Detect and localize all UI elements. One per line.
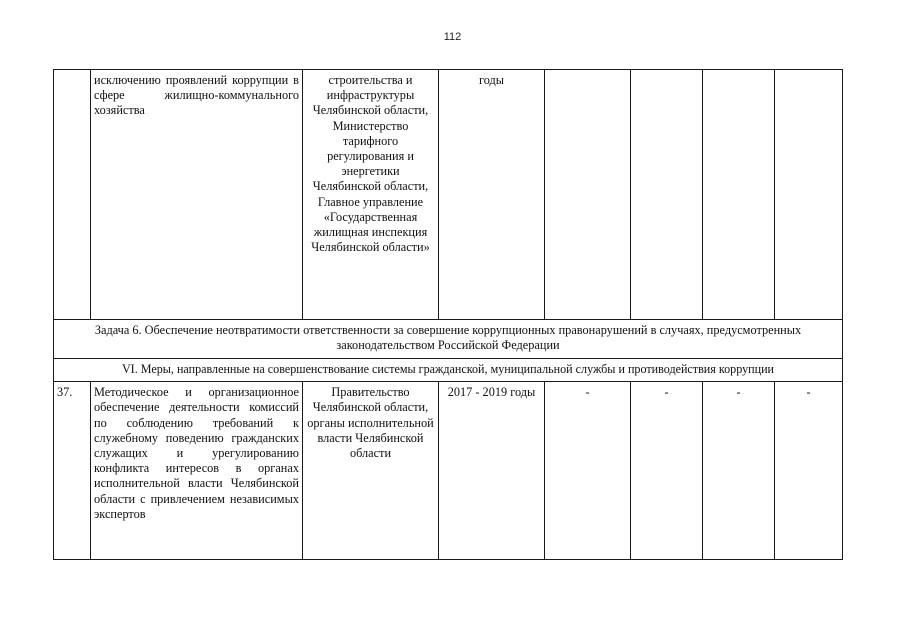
row-number-cell: 37. — [54, 382, 91, 560]
row-number-cell — [54, 70, 91, 320]
funding-cell-b — [631, 70, 703, 320]
table-row-37 — [54, 382, 843, 560]
funding-cell-d: - — [775, 382, 843, 560]
funding-cell-b: - — [631, 382, 703, 560]
task-heading-row — [54, 320, 843, 359]
measure-name-cell: Методическое и организационное обеспечение деятельности комиссий по соблюдению требований к служебному поведению гражданских служащих и урегулированию конфликта интересов в органах исполнительной власти Челябинской области с привлечением независимых экспертов — [91, 382, 303, 560]
task-heading: Задача 6. Обеспечение неотвратимости ответственности за совершение коррупционных правонарушений в случаях, предусмотренных законодательством Российской Федерации — [54, 320, 843, 359]
table-row-continued — [54, 70, 843, 320]
funding-cell-d — [775, 70, 843, 320]
funding-cell-a — [545, 70, 631, 320]
executors-cell: Правительство Челябинской области, органы исполнительной власти Челябинской области — [303, 382, 439, 560]
term-cell: годы — [439, 70, 545, 320]
funding-cell-c — [703, 70, 775, 320]
executors-cell: строительства и инфраструктуры Челябинской области, Министерство тарифного регулирования и энергетики Челябинской области, Главное управление «Государственная жилищная инспекция Челябинской области» — [303, 70, 439, 320]
term-cell: 2017 - 2019 годы — [439, 382, 545, 560]
section-heading: VI. Меры, направленные на совершенствование системы гражданской, муниципальной службы и противодействия коррупции — [54, 359, 843, 382]
funding-cell-c: - — [703, 382, 775, 560]
measures-table — [53, 69, 843, 560]
funding-cell-a: - — [545, 382, 631, 560]
page-number: 112 — [443, 31, 462, 43]
measure-name-cell: исключению проявлений коррупции в сфере жилищно-коммунального хозяйства — [91, 70, 303, 320]
section-heading-row — [54, 359, 843, 382]
